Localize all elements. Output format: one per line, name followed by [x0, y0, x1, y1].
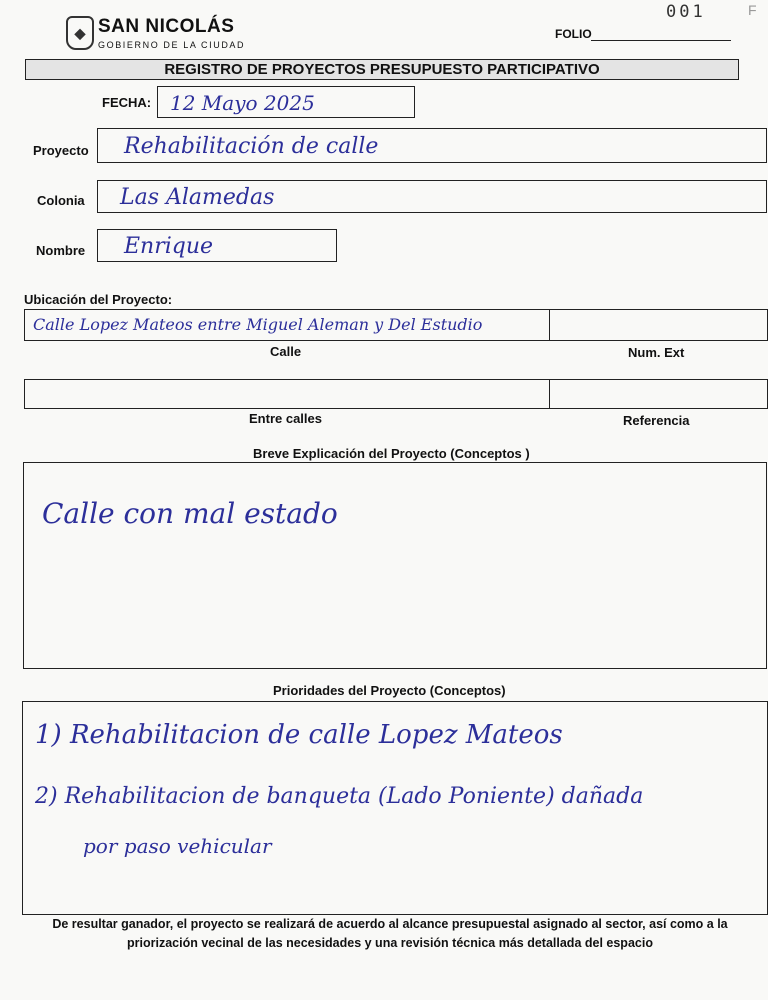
- folio-label: FOLIO: [555, 27, 592, 41]
- prioridad-item: por paso vehicular: [83, 834, 272, 858]
- colonia-label: Colonia: [37, 193, 85, 208]
- prioridad-item: 2) Rehabilitacion de banqueta (Lado Poniente) dañada: [35, 784, 644, 809]
- calle-field[interactable]: [24, 309, 768, 341]
- calle-value: Calle Lopez Mateos entre Miguel Aleman y Del Estudio: [33, 315, 483, 334]
- numext-label: Num. Ext: [628, 345, 685, 360]
- nombre-value: Enrique: [124, 234, 214, 259]
- proyecto-field[interactable]: [97, 128, 767, 163]
- footer-line-1: De resultar ganador, el proyecto se realizará de acuerdo al alcance presupuestal asignado al sector, así como a la: [52, 917, 728, 931]
- logo-name: SAN NICOLÁS: [98, 16, 235, 37]
- footer-line-2: priorización vecinal de las necesidades y una revisión técnica más detallada del espacio: [127, 936, 653, 950]
- referencia-label: Referencia: [623, 413, 690, 428]
- nombre-label: Nombre: [36, 243, 86, 258]
- entre-divider: [549, 380, 550, 408]
- calle-label: Calle: [270, 344, 302, 359]
- ubicacion-heading: Ubicación del Proyecto:: [24, 292, 173, 307]
- colonia-value: Las Alamedas: [120, 185, 275, 210]
- prioridades-heading: Prioridades del Proyecto (Conceptos): [273, 683, 506, 698]
- folio-field[interactable]: [591, 40, 731, 41]
- form-title: REGISTRO DE PROYECTOS PRESUPUESTO PARTICIPATIVO: [25, 59, 739, 80]
- fecha-label: FECHA:: [102, 95, 152, 110]
- fecha-field[interactable]: [157, 86, 415, 118]
- colonia-field[interactable]: [97, 180, 767, 213]
- explicacion-heading: Breve Explicación del Proyecto (Conceptos ): [253, 446, 530, 461]
- entre-calles-field[interactable]: [24, 379, 768, 409]
- city-seal-icon: ◆: [66, 16, 94, 50]
- prioridades-field[interactable]: [22, 701, 768, 915]
- nombre-field[interactable]: [97, 229, 337, 262]
- proyecto-label: Proyecto: [33, 143, 89, 158]
- calle-divider: [549, 310, 550, 340]
- corner-mark: F: [748, 2, 757, 18]
- folio-number: 001: [666, 2, 706, 22]
- prioridad-item: 1) Rehabilitacion de calle Lopez Mateos: [35, 720, 563, 750]
- explicacion-text: Calle con mal estado: [42, 497, 338, 530]
- logo-subtitle: GOBIERNO DE LA CIUDAD: [98, 40, 246, 50]
- proyecto-value: Rehabilitación de calle: [124, 134, 379, 159]
- fecha-value: 12 Mayo 2025: [170, 91, 315, 115]
- explicacion-field[interactable]: [23, 462, 767, 669]
- entre-calles-label: Entre calles: [249, 411, 322, 426]
